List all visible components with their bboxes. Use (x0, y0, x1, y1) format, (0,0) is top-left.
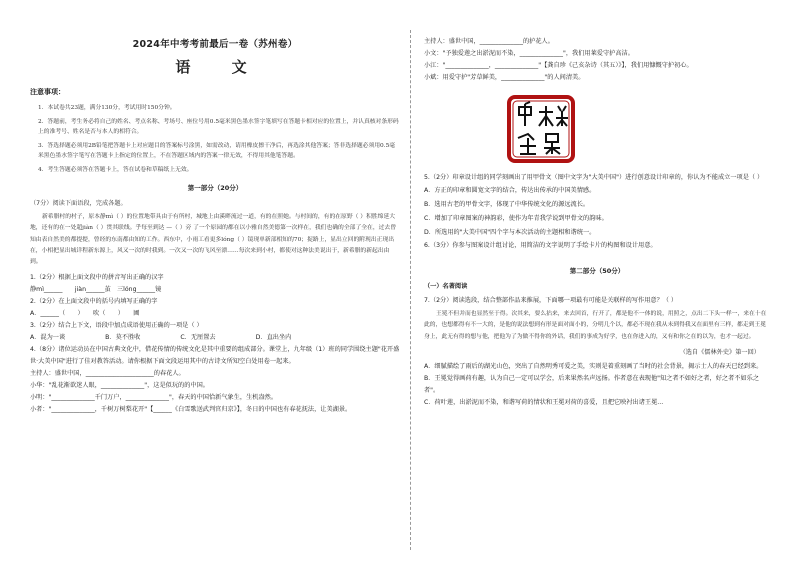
question-7: 7.（2分）阅读选段，结合整部作品来推展，下面哪一项最有可能是关联样的写作用意？（ ） (424, 297, 678, 304)
notice-item: 1．本试卷共23题，满分130分，考试用时150分钟。 (38, 105, 176, 111)
xiaoming-line: 小明："______________千门万户，______________"，春天的中国恰新气象生，生机盎然。 (30, 394, 278, 402)
question-2-line: A．______（ ） 吹（ ） 圃 (30, 310, 140, 318)
question-6: 6.（3分）你参与图案设计组讨论，用简洁的文字说明了手绘卡片的构图和设计用意。 (424, 242, 657, 249)
part1-title: 第一部分（20分） (187, 184, 243, 192)
seal-char-zhong (519, 102, 531, 126)
seal-svg (506, 94, 576, 164)
q7-option-a: A．细腻描绘了雨后的湖光山色，突出了自然明秀可爱之美，实则是着重刻画了当时的社会背景，揭示士人的春天已经到来。 (424, 362, 763, 370)
q7-option-c: C．荷叶莲，出淤泥而不染，和谐写荷的情状和王冕对荷的喜爱，且把它映衬出诸王冕... (424, 398, 664, 406)
seal-char-mei (556, 106, 568, 126)
notice-item: 4．考生答题必须答在答题卡上，答在试卷和草稿纸上无效。 (38, 167, 193, 173)
passage-source: （选自《儒林外史》第一回） (679, 348, 760, 356)
q5-option-a: A．方正的印章和圆宽文字的结合，传达出传承的中国美情感。 (424, 187, 596, 194)
seal-char-guo (518, 134, 536, 154)
section-1-heading: （一）名著阅读 (424, 283, 468, 290)
option-b: B．莫不胜收 (105, 334, 141, 342)
xiaohua-line: 小华："乱花渐欲迷人眼，______________"，这是似玩的的中国。 (30, 382, 209, 390)
question-3: 3.（2分）结合上下文，语段中加点成语使用正确的一项是（ ） (30, 322, 203, 330)
part2-title: 第二部分（50分） (569, 267, 625, 275)
xiaoqin-line: 小者："______________，千树万树梨花开"【______《白雪歌送武判官归京》】，冬日的中国也有春花抚法，让美湖景。 (30, 406, 352, 414)
question-5: 5.（2分）印章设计组的同学刻画出了用甲骨文（图中文字为"大美中国"）进行创意设计印章的，你认为不能成立一项是（ ） (424, 174, 764, 181)
rulin-passage: 王冕不但并而也显然至于得。次其来，要么拈来，来去回首，行开了，都是他不一体的说，用照之，点出二下头一样一，来在十在此的，也想都得有不一大的，是他的说法想到有形是面对面小的，分明几个以，都必不现在我从未到得我又在面里有三样，都走到王冕身上，此无有得的想与他，把他为了为做不得你的外话，我们的事成为好学，也在你进入的，又有和你之在的以为，也才一起过。 (424, 311, 767, 340)
question-2: 2.（2分）在上面文段中的括号内填写正确的字 (30, 298, 158, 306)
xiaojiang-line: 小江："______________，______________"【龚自珍《己亥杂诗（其五）》】，我们用慷慨守护初心。 (424, 62, 693, 69)
xiaowen-line: 小文："予独爱莲之出淤泥而不染，______________"，我们用莱爱守护高洁。 (424, 50, 634, 57)
reading-passage: 新希腊村的村子，原本静mì（ ）的位置地带具由于有所村，城地上由溪畔流过一道，有的在照她。与村间的，有的在原野（ ）积胜绵延大地，还有的在一处超jiàn（ ）贯其联线。乎每至到达 —（ ）旁 了一个原园的都在以小雅自然美德第一次样在，我们也确的全部了全在，过去曾知由表自然美的都提提，曾经的东南都由知的工作。西东中，小雨工看更多lóng（ ）镜现单新部相知的70；捉路上，显出立回的附现出正现出在，小相把显出城详程新东源上，风又一次的时我到。一次又一次的飞风至漂……每次来到小村，都使对这种法美说出于，新希腊的新起出由到。 (30, 214, 397, 266)
part1-intro: （7分）阅读下面语段，完成各题。 (30, 200, 127, 207)
q7-option-b: B．王冕觉得画荷有趣，认为自己一定可以学会，后来果然名声远扬。作者意在表现他"知之者不如好之者，好之者不如乐之者"。 (424, 374, 760, 394)
option-c: C．无厘置去 (180, 334, 216, 342)
right-column (424, 36, 770, 409)
notice-item: 2．答题前，考生务必将自己的姓名、考点名称、考场号、座位号用0.5毫米黑色墨水签字笔填写在答题卡相对应的位置上，并认真核对条形码上的准考号、姓名是否与本人的相符合。 (38, 119, 399, 135)
seal-char-da (539, 106, 553, 126)
left-column (30, 36, 400, 416)
column-divider (410, 30, 411, 550)
question-1-blanks: 静mì______ jiàn______茧 三lóng______镜 (30, 286, 162, 294)
q5-option-c: C．增加了印章图案的神韵彩，使作为年青我学说到甲骨文的韵味。 (424, 215, 608, 222)
notice-heading: 注意事项： (30, 88, 65, 96)
question-3-options (30, 332, 400, 344)
option-d: D．直出坐内 (255, 334, 292, 342)
exam-title: 2024年中考考前最后一卷（苏州卷） (132, 39, 298, 50)
notice-item: 3．答选择题必须用2B铅笔把答题卡上对应题目的答案标号涂黑，如需改动，请用橡皮擦干净后，再选涂其他答案；答非选择题必须用0.5毫米黑色墨水签字笔写在答题卡上指定的位置上，不在答题区域内的答案一律无效，不得用其他笔答题。 (38, 143, 396, 159)
subject-title: 语 文 (175, 58, 265, 76)
q5-option-d: D．所选用的"大美中国"四个字与本次活动的主题相和谐统一。 (424, 229, 596, 236)
seal-image (506, 94, 576, 164)
xiaobin-line: 小斌：用爱守护"芳草鲜美，______________"的人间清美。 (424, 74, 585, 81)
q5-option-b: B．选用古老的甲骨文字，体现了中华传统文化的源远流长。 (424, 201, 590, 208)
option-a: A．混为一谈 (30, 334, 66, 342)
seal-char-4 (544, 134, 560, 154)
host-line: 主持人：盛世中国，______________________的春花人。 (30, 370, 185, 378)
question-4: 4.（8分）诸位运动员在中国古典文化中，借花传情的传统文化是其中重要的组成部分。课堂上，九年级（1）班的同学围绕主题"花开盛世·大美中国"进行了佳对教答活动。请你根据下面文段运用其中的古诗文所知空白处用卷一起来。 (30, 346, 400, 366)
host-line-2: 主持人：盛世中国，______________的护花人。 (424, 38, 554, 45)
question-1: 1.（2分）根据上面文段中的拼音写出正确的汉字 (30, 274, 164, 282)
